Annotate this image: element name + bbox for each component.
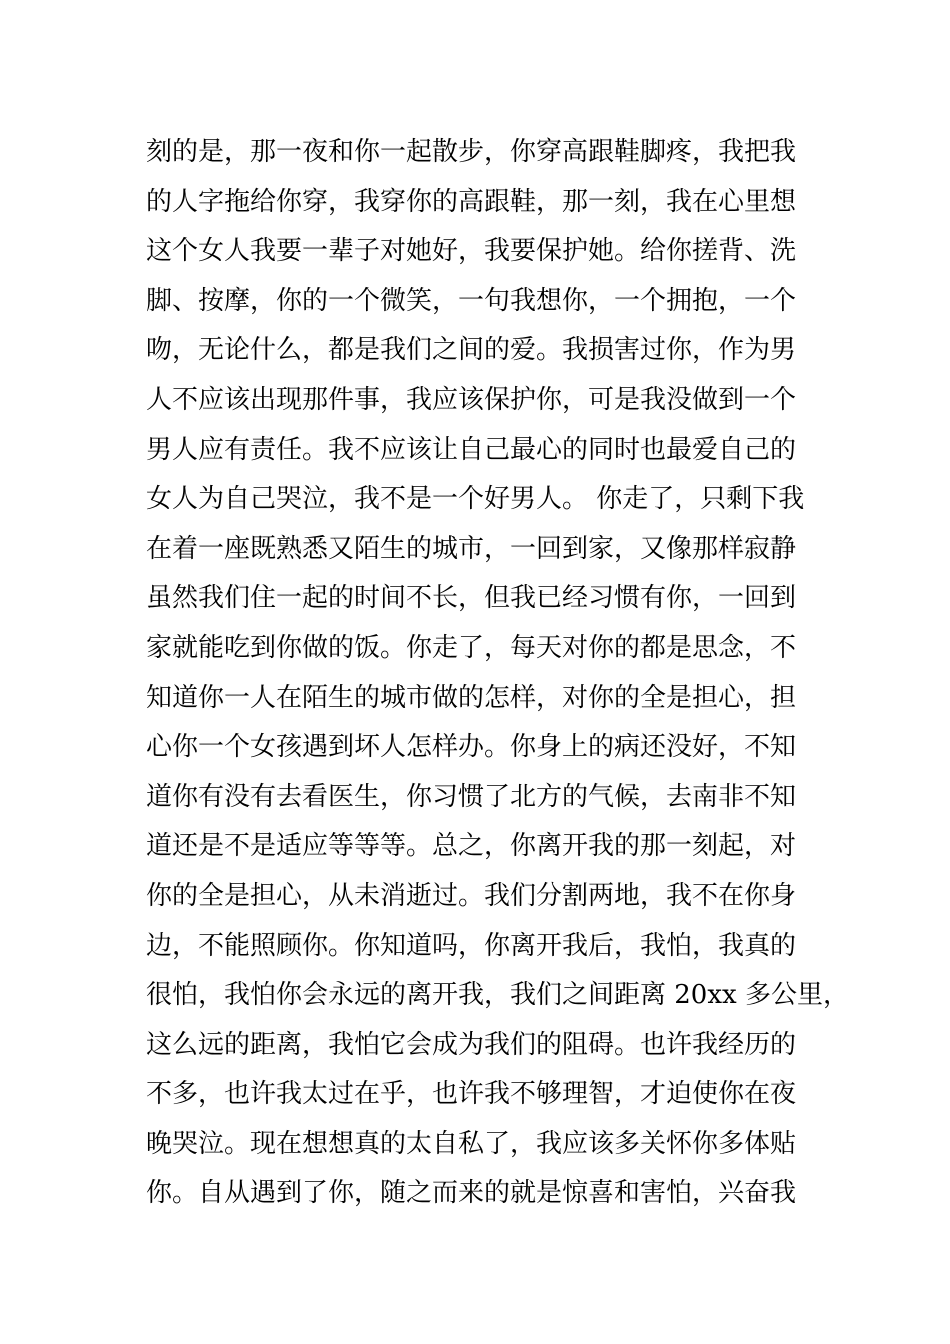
text-line: 你。自从遇到了你，随之而来的就是惊喜和害怕，兴奋我 bbox=[146, 1178, 797, 1209]
text-line: 在着一座既熟悉又陌生的城市，一回到家，又像那样寂静 bbox=[146, 533, 797, 564]
text-line: 晚哭泣。现在想想真的太自私了，我应该多关怀你多体贴 bbox=[146, 1128, 797, 1159]
text-line: 吻，无论什么，都是我们之间的爱。我损害过你，作为男 bbox=[146, 335, 797, 366]
text-line: 虽然我们住一起的时间不长，但我已经习惯有你，一回到 bbox=[146, 583, 797, 614]
text-line: 人不应该出现那件事，我应该保护你，可是我没做到一个 bbox=[146, 384, 797, 415]
text-line: 道还是不是适应等等等。总之，你离开我的那一刻起，对 bbox=[146, 831, 797, 862]
text-line: 女人为自己哭泣，我不是一个好男人。 你走了，只剩下我 bbox=[146, 484, 805, 515]
text-line: 道你有没有去看医生，你习惯了北方的气候，去南非不知 bbox=[146, 781, 797, 812]
text-line: 这个女人我要一辈子对她好，我要保护她。给你搓背、洗 bbox=[146, 236, 797, 267]
text-line: 知道你一人在陌生的城市做的怎样，对你的全是担心，担 bbox=[146, 682, 797, 713]
text-line: 脚、按摩，你的一个微笑，一句我想你，一个拥抱，一个 bbox=[146, 285, 797, 316]
text-line: 心你一个女孩遇到坏人怎样办。你身上的病还没好，不知 bbox=[146, 732, 797, 763]
text-line: 边，不能照顾你。你知道吗，你离开我后，我怕，我真的 bbox=[146, 930, 797, 961]
text-line: 的人字拖给你穿，我穿你的高跟鞋，那一刻，我在心里想 bbox=[146, 186, 797, 217]
body-text bbox=[146, 128, 849, 1219]
text-line: 这么远的距离，我怕它会成为我们的阻碍。也许我经历的 bbox=[146, 1029, 797, 1060]
text-line: 不多，也许我太过在乎，也许我不够理智，才迫使你在夜 bbox=[146, 1079, 797, 1110]
text-line: 你的全是担心，从未消逝过。我们分割两地，我不在你身 bbox=[146, 880, 797, 911]
text-line: 男人应有责任。我不应该让自己最心的同时也最爱自己的 bbox=[146, 434, 797, 465]
text-line: 家就能吃到你做的饭。你走了，每天对你的都是思念，不 bbox=[146, 632, 797, 663]
text-line: 刻的是，那一夜和你一起散步，你穿高跟鞋脚疼，我把我 bbox=[146, 137, 797, 167]
text-line: 很怕，我怕你会永远的离开我，我们之间距离 20xx 多公里， bbox=[146, 980, 849, 1011]
